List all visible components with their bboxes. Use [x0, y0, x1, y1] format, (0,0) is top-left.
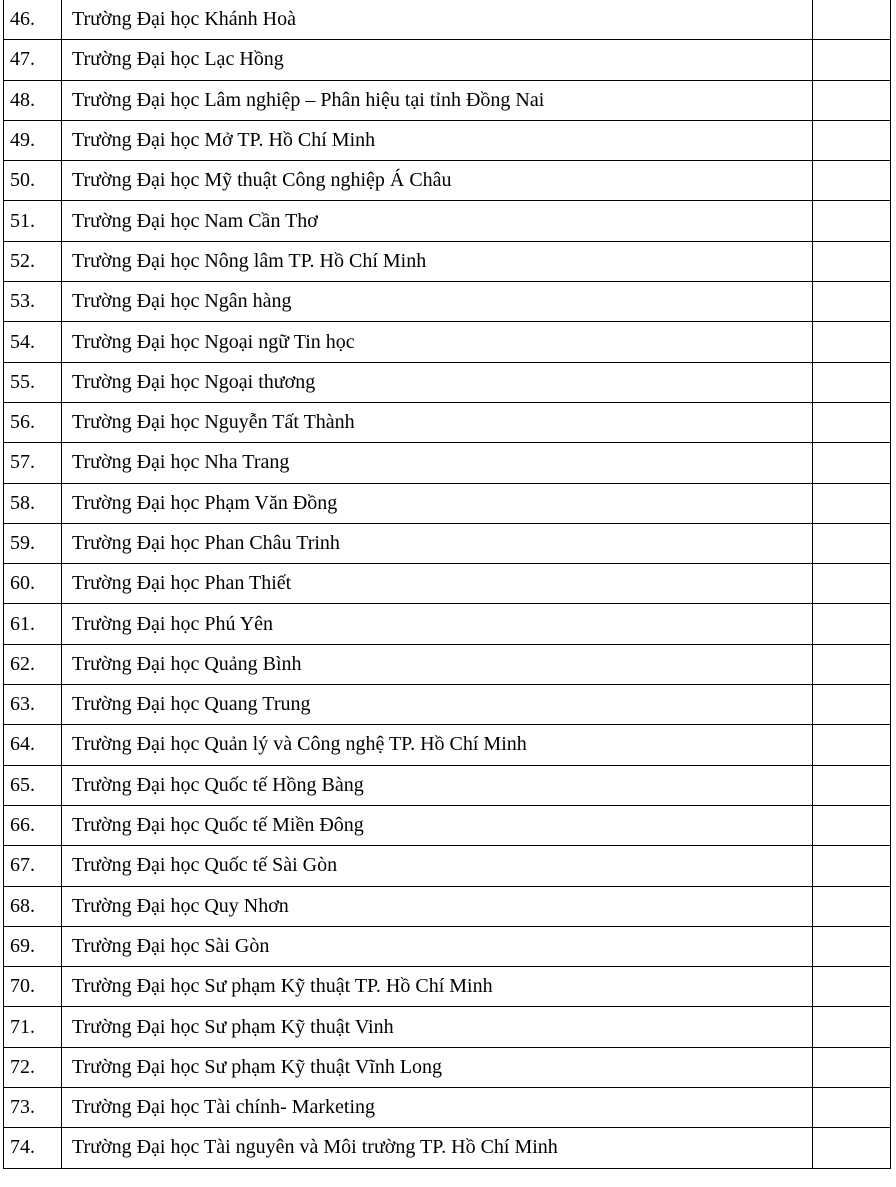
- empty-cell: [813, 967, 891, 1007]
- university-name-cell: Trường Đại học Quy Nhơn: [62, 886, 813, 926]
- table-row: [4, 483, 891, 523]
- university-name-cell: Trường Đại học Ngoại ngữ Tin học: [62, 322, 813, 362]
- empty-cell: [813, 161, 891, 201]
- row-number-cell: 73.: [4, 1088, 62, 1128]
- university-name-cell: Trường Đại học Sài Gòn: [62, 926, 813, 966]
- university-name-cell: Trường Đại học Nông lâm TP. Hồ Chí Minh: [62, 241, 813, 281]
- table-row: [4, 282, 891, 322]
- university-name-cell: Trường Đại học Quốc tế Hồng Bàng: [62, 765, 813, 805]
- university-name-cell: Trường Đại học Quảng Bình: [62, 644, 813, 684]
- empty-cell: [813, 564, 891, 604]
- empty-cell: [813, 765, 891, 805]
- row-number-cell: 70.: [4, 967, 62, 1007]
- table-row: [4, 1007, 891, 1047]
- table-row: [4, 926, 891, 966]
- empty-cell: [813, 846, 891, 886]
- row-number-cell: 48.: [4, 80, 62, 120]
- row-number-cell: 46.: [4, 0, 62, 40]
- row-number-cell: 64.: [4, 725, 62, 765]
- row-number-cell: 58.: [4, 483, 62, 523]
- university-name-cell: Trường Đại học Quang Trung: [62, 685, 813, 725]
- row-number-cell: 65.: [4, 765, 62, 805]
- table-row: [4, 1128, 891, 1168]
- empty-cell: [813, 443, 891, 483]
- empty-cell: [813, 241, 891, 281]
- row-number-cell: 56.: [4, 402, 62, 442]
- university-name-cell: Trường Đại học Tài chính- Marketing: [62, 1088, 813, 1128]
- empty-cell: [813, 1088, 891, 1128]
- empty-cell: [813, 1007, 891, 1047]
- table-row: [4, 322, 891, 362]
- empty-cell: [813, 282, 891, 322]
- empty-cell: [813, 322, 891, 362]
- university-name-cell: Trường Đại học Lâm nghiệp – Phân hiệu tại tỉnh Đồng Nai: [62, 80, 813, 120]
- row-number-cell: 51.: [4, 201, 62, 241]
- university-name-cell: Trường Đại học Quốc tế Miền Đông: [62, 805, 813, 845]
- row-number-cell: 47.: [4, 40, 62, 80]
- row-number-cell: 49.: [4, 120, 62, 160]
- table-row: [4, 725, 891, 765]
- table-row: [4, 765, 891, 805]
- university-name-cell: Trường Đại học Phan Châu Trinh: [62, 523, 813, 563]
- table-row: [4, 443, 891, 483]
- empty-cell: [813, 685, 891, 725]
- empty-cell: [813, 886, 891, 926]
- table-row: [4, 1047, 891, 1087]
- empty-cell: [813, 40, 891, 80]
- university-name-cell: Trường Đại học Quản lý và Công nghệ TP. Hồ Chí Minh: [62, 725, 813, 765]
- university-name-cell: Trường Đại học Phú Yên: [62, 604, 813, 644]
- empty-cell: [813, 201, 891, 241]
- university-name-cell: Trường Đại học Phan Thiết: [62, 564, 813, 604]
- university-name-cell: Trường Đại học Nam Cần Thơ: [62, 201, 813, 241]
- table-row: [4, 846, 891, 886]
- row-number-cell: 52.: [4, 241, 62, 281]
- table-row: [4, 564, 891, 604]
- empty-cell: [813, 805, 891, 845]
- university-name-cell: Trường Đại học Nguyễn Tất Thành: [62, 402, 813, 442]
- row-number-cell: 55.: [4, 362, 62, 402]
- table-row: [4, 685, 891, 725]
- table-row: [4, 523, 891, 563]
- table-row: [4, 604, 891, 644]
- row-number-cell: 71.: [4, 1007, 62, 1047]
- empty-cell: [813, 80, 891, 120]
- table-row: [4, 1088, 891, 1128]
- row-number-cell: 59.: [4, 523, 62, 563]
- row-number-cell: 57.: [4, 443, 62, 483]
- table-row: [4, 886, 891, 926]
- row-number-cell: 69.: [4, 926, 62, 966]
- university-name-cell: Trường Đại học Mỹ thuật Công nghiệp Á Châu: [62, 161, 813, 201]
- empty-cell: [813, 1128, 891, 1168]
- empty-cell: [813, 402, 891, 442]
- row-number-cell: 60.: [4, 564, 62, 604]
- university-list-table: [3, 0, 891, 1169]
- table-row: [4, 161, 891, 201]
- empty-cell: [813, 523, 891, 563]
- table-body: [4, 0, 891, 1168]
- table-row: [4, 805, 891, 845]
- table-row: [4, 644, 891, 684]
- university-name-cell: Trường Đại học Ngoại thương: [62, 362, 813, 402]
- table-row: [4, 0, 891, 40]
- table-row: [4, 80, 891, 120]
- empty-cell: [813, 0, 891, 40]
- university-name-cell: Trường Đại học Sư phạm Kỹ thuật Vĩnh Long: [62, 1047, 813, 1087]
- table-row: [4, 402, 891, 442]
- empty-cell: [813, 604, 891, 644]
- row-number-cell: 62.: [4, 644, 62, 684]
- row-number-cell: 67.: [4, 846, 62, 886]
- university-name-cell: Trường Đại học Khánh Hoà: [62, 0, 813, 40]
- row-number-cell: 53.: [4, 282, 62, 322]
- row-number-cell: 72.: [4, 1047, 62, 1087]
- table-row: [4, 120, 891, 160]
- empty-cell: [813, 120, 891, 160]
- table-row: [4, 967, 891, 1007]
- row-number-cell: 74.: [4, 1128, 62, 1168]
- row-number-cell: 66.: [4, 805, 62, 845]
- university-name-cell: Trường Đại học Sư phạm Kỹ thuật TP. Hồ Chí Minh: [62, 967, 813, 1007]
- row-number-cell: 68.: [4, 886, 62, 926]
- university-name-cell: Trường Đại học Phạm Văn Đồng: [62, 483, 813, 523]
- row-number-cell: 50.: [4, 161, 62, 201]
- university-name-cell: Trường Đại học Mở TP. Hồ Chí Minh: [62, 120, 813, 160]
- table-row: [4, 241, 891, 281]
- empty-cell: [813, 725, 891, 765]
- row-number-cell: 54.: [4, 322, 62, 362]
- empty-cell: [813, 362, 891, 402]
- university-name-cell: Trường Đại học Nha Trang: [62, 443, 813, 483]
- table-row: [4, 362, 891, 402]
- table-row: [4, 40, 891, 80]
- empty-cell: [813, 1047, 891, 1087]
- university-name-cell: Trường Đại học Lạc Hồng: [62, 40, 813, 80]
- university-name-cell: Trường Đại học Ngân hàng: [62, 282, 813, 322]
- table-row: [4, 201, 891, 241]
- university-name-cell: Trường Đại học Tài nguyên và Môi trường TP. Hồ Chí Minh: [62, 1128, 813, 1168]
- university-name-cell: Trường Đại học Quốc tế Sài Gòn: [62, 846, 813, 886]
- row-number-cell: 61.: [4, 604, 62, 644]
- empty-cell: [813, 926, 891, 966]
- university-name-cell: Trường Đại học Sư phạm Kỹ thuật Vinh: [62, 1007, 813, 1047]
- empty-cell: [813, 644, 891, 684]
- row-number-cell: 63.: [4, 685, 62, 725]
- empty-cell: [813, 483, 891, 523]
